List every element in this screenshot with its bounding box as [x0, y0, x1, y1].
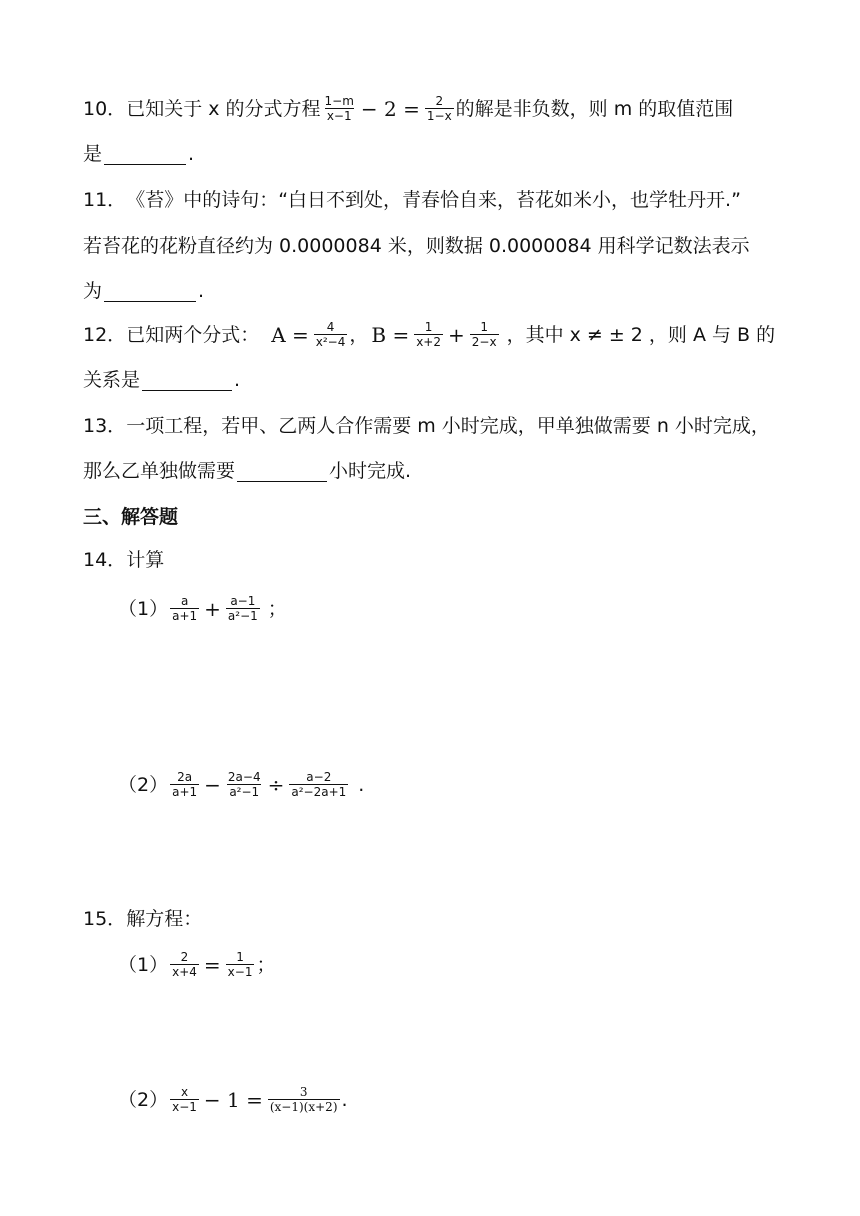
q15-p2-label: （2）	[118, 1088, 169, 1111]
q12-end: .	[234, 369, 241, 391]
q14-p2-fraction-2: $\frac{2a-4}{\text{a²−1}}$	[227, 770, 261, 799]
q11-number: 11．	[83, 189, 127, 211]
q11-poem: 《苔》中的诗句：“白日不到处，青春恰自来，苔花如米小，也学牡丹开.”	[126, 189, 741, 211]
q14-number: 14．	[83, 549, 127, 571]
q10-line2	[83, 140, 194, 168]
q11-line3-text: 为	[83, 280, 103, 302]
q10-line1	[83, 94, 733, 123]
q15-p2-fraction-2: $\frac{3}{(x-1)(x+2)}$	[269, 1085, 338, 1114]
q13-line2-text-b: 小时完成.	[329, 460, 412, 482]
q10-fraction-1: $\frac{1-m}{x-1}$	[324, 94, 354, 123]
q12-fraction-a: $\frac{4}{\text{x²−4}}$	[315, 320, 346, 349]
q14-p2-label: （2）	[118, 773, 169, 796]
q12-number: 12．	[83, 323, 127, 346]
q14-p2-divide: ÷	[267, 772, 285, 797]
q10-text-b: 的解是非负数，则 m 的取值范围	[455, 97, 734, 120]
q15-p1-label: （1）	[118, 953, 169, 976]
q12-line1	[83, 320, 775, 349]
q15-p1-fraction-1: $\frac{2}{x+4}$	[172, 950, 197, 979]
q12-answer-blank[interactable]	[142, 370, 232, 391]
q12-line2	[83, 366, 240, 394]
q11-text: 若苔花的花粉直径约为 0.0000084 米，则数据 0.0000084 用科学记数法表示	[83, 235, 750, 257]
q13-line1	[83, 412, 770, 440]
q11-line1	[83, 186, 741, 214]
q10-end: .	[188, 143, 195, 165]
q11-line3	[83, 277, 204, 305]
q13-line2-text-a: 那么乙单独做需要	[83, 460, 236, 482]
q11-end: .	[198, 280, 205, 302]
q14-p2-end: .	[358, 773, 365, 796]
q10-text-a: 已知关于 x 的分式方程	[126, 97, 321, 120]
q14-part1	[118, 594, 287, 623]
q12-fraction-b2: $\frac{1}{2-x}$	[471, 320, 497, 349]
q14-p2-fraction-3: $\frac{a-2}{\text{a²−2a+1}}$	[291, 770, 347, 799]
q15-p2-end: .	[341, 1088, 348, 1111]
q10-line2-text: 是	[83, 143, 103, 165]
q13-number: 13．	[83, 415, 127, 437]
section-title: 三、解答题	[83, 506, 179, 528]
q15-p1-fraction-2: $\frac{1}{x-1}$	[227, 950, 253, 979]
q14-p2-minus: −	[204, 772, 221, 797]
q15-part1	[118, 950, 275, 979]
q15-p1-equals: =	[203, 952, 221, 977]
q13-line2	[83, 457, 411, 485]
q12-line2-text: 关系是	[83, 369, 141, 391]
q12-text-a: 已知两个分式：	[126, 323, 260, 346]
q12-plus: +	[448, 322, 465, 347]
q14-title-line	[83, 546, 164, 574]
q14-p2-fraction-1: $\frac{2a}{a+1}$	[172, 770, 198, 799]
q11-answer-blank[interactable]	[104, 281, 196, 302]
q13-answer-blank[interactable]	[237, 461, 327, 482]
q15-number: 15．	[83, 908, 127, 930]
q14-p1-operator: +	[204, 596, 221, 621]
q15-title-line	[83, 905, 202, 933]
q14-part2	[118, 770, 364, 799]
q14-p1-fraction-2: $\frac{a-1}{\text{a²−1}}$	[227, 594, 258, 623]
q10-answer-blank[interactable]	[104, 144, 186, 165]
q14-title: 计算	[126, 549, 165, 571]
q14-p1-fraction-1: $\frac{a}{a+1}$	[172, 594, 198, 623]
section-heading	[83, 503, 178, 531]
q10-fraction-2: $\frac{2}{1-x}$	[426, 94, 452, 123]
q15-p1-end: ；	[256, 953, 276, 976]
q12-text-b: ，其中 x ≠ ± 2 ，则 A 与 B 的	[506, 323, 776, 346]
q12-b-label: B =	[371, 322, 410, 347]
q15-p2-fraction-1: $\frac{x}{x-1}$	[172, 1085, 197, 1114]
q11-line2	[83, 232, 750, 260]
q12-a-label: A =	[271, 322, 309, 347]
q13-text: 一项工程，若甲、乙两人合作需要 m 小时完成，甲单独做需要 n 小时完成，	[126, 415, 770, 437]
q15-part2	[118, 1085, 348, 1114]
q15-p2-operator: − 1 =	[203, 1087, 263, 1112]
q15-title: 解方程：	[126, 908, 203, 930]
q14-p1-end: ；	[267, 597, 287, 620]
q12-separator: ，	[349, 323, 369, 346]
q12-fraction-b1: $\frac{1}{x+2}$	[416, 320, 441, 349]
q10-operator: − 2 =	[360, 96, 420, 121]
q10-number: 10．	[83, 97, 127, 120]
q14-p1-label: （1）	[118, 597, 169, 620]
